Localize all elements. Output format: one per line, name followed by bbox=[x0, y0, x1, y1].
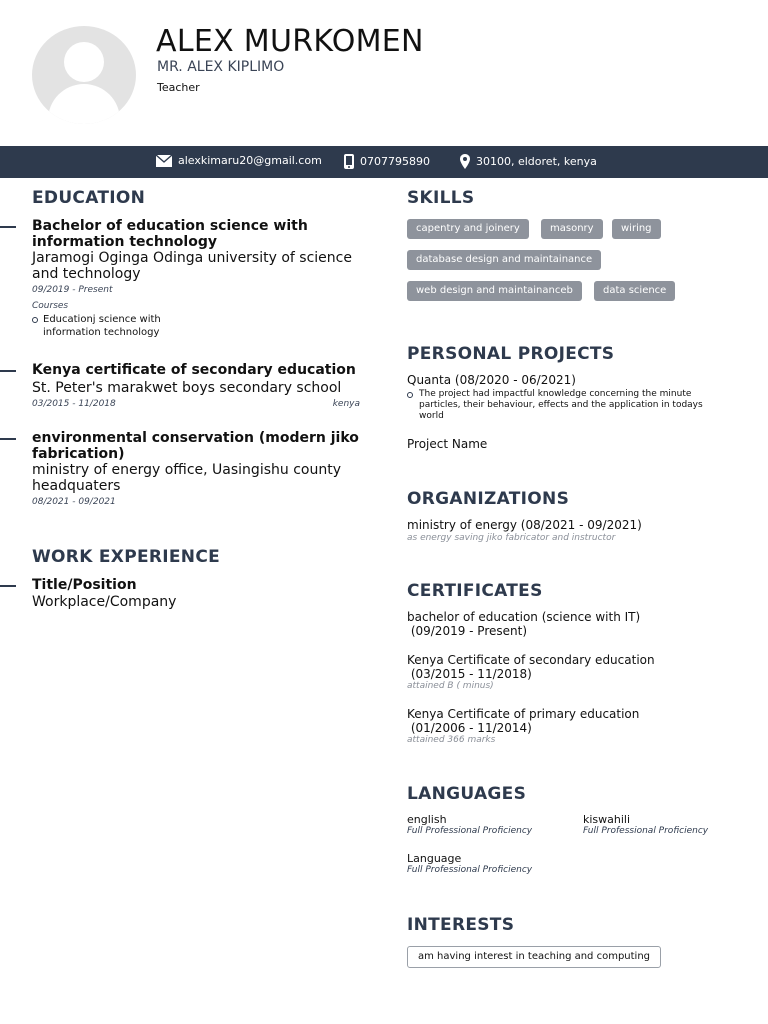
language-level: Full Professional Proficiency bbox=[407, 865, 533, 875]
organization-name: ministry of energy (08/2021 - 09/2021) bbox=[407, 518, 642, 532]
certificate-line-2: (03/2015 - 11/2018) bbox=[407, 667, 532, 681]
degree-line-2: information technology bbox=[32, 234, 217, 250]
course-line-2: information technology bbox=[43, 327, 160, 338]
education-dates: 08/2021 - 09/2021 bbox=[32, 497, 116, 507]
work-position: Title/Position bbox=[32, 577, 137, 593]
skill-tag: database design and maintainance bbox=[407, 250, 601, 270]
degree-line-1: Bachelor of education science with bbox=[32, 218, 308, 234]
education-dates: 03/2015 - 11/2018 bbox=[32, 399, 116, 409]
language-name: Language bbox=[407, 852, 462, 865]
education-item bbox=[32, 218, 372, 339]
project-description bbox=[407, 389, 727, 422]
skill-tag: wiring bbox=[612, 219, 661, 239]
language-name: english bbox=[407, 813, 447, 826]
interests-title: INTERESTS bbox=[407, 915, 515, 935]
certificate-item bbox=[407, 610, 640, 638]
project-desc-line-3: world bbox=[419, 411, 444, 421]
skills-title: SKILLS bbox=[407, 188, 475, 208]
project-desc-line-1: The project had impactful knowledge concerning the minute bbox=[419, 389, 692, 399]
contact-email[interactable] bbox=[156, 154, 322, 167]
contact-address bbox=[460, 154, 597, 169]
education-item-marker bbox=[0, 370, 16, 372]
certificate-line-1: Kenya Certificate of primary education bbox=[407, 707, 640, 721]
contact-bar bbox=[0, 146, 768, 178]
language-level: Full Professional Proficiency bbox=[407, 826, 533, 836]
project-name: Quanta (08/2020 - 06/2021) bbox=[407, 373, 576, 387]
language-level: Full Professional Proficiency bbox=[583, 826, 709, 836]
work-item-marker bbox=[0, 585, 16, 587]
education-title: EDUCATION bbox=[32, 188, 146, 208]
work-experience-title: WORK EXPERIENCE bbox=[32, 547, 221, 567]
address-text: 30100, eldoret, kenya bbox=[476, 155, 597, 168]
certificates-title: CERTIFICATES bbox=[407, 581, 543, 601]
degree: Kenya certificate of secondary education bbox=[32, 362, 356, 378]
language-item bbox=[407, 813, 532, 836]
courses-label: Courses bbox=[32, 301, 69, 311]
projects-title: PERSONAL PROJECTS bbox=[407, 344, 615, 364]
certificate-item bbox=[407, 707, 639, 745]
envelope-icon bbox=[156, 155, 172, 167]
work-company: Workplace/Company bbox=[32, 594, 177, 610]
school: St. Peter's marakwet boys secondary school bbox=[32, 380, 342, 396]
education-item bbox=[32, 430, 372, 507]
skill-tag: capentry and joinery bbox=[407, 219, 529, 239]
school-line-2: headquaters bbox=[32, 478, 121, 494]
skill-tag: web design and maintainanceb bbox=[407, 281, 582, 301]
certificate-line-1: bachelor of education (science with IT) bbox=[407, 610, 641, 624]
phone-icon bbox=[344, 154, 354, 169]
bullet-icon bbox=[32, 317, 38, 323]
avatar bbox=[32, 26, 136, 124]
sub-name: MR. ALEX KIPLIMO bbox=[157, 59, 285, 75]
certificate-line-2: (09/2019 - Present) bbox=[407, 624, 528, 638]
contact-phone[interactable] bbox=[344, 154, 430, 169]
school-line-1: Jaramogi Oginga Odinga university of science bbox=[32, 250, 352, 266]
certificate-note: attained B ( minus) bbox=[407, 681, 494, 691]
interest-tag: am having interest in teaching and computing bbox=[407, 946, 661, 968]
education-item bbox=[32, 362, 360, 411]
education-item-marker bbox=[0, 438, 16, 440]
work-item bbox=[32, 577, 176, 610]
course-line-1: Educationj science with bbox=[43, 314, 161, 325]
degree-line-2: fabrication) bbox=[32, 446, 125, 462]
course-item bbox=[32, 313, 372, 339]
avatar-head-icon bbox=[64, 42, 104, 82]
email-text: alexkimaru20@gmail.com bbox=[178, 154, 322, 167]
project-desc-line-2: particles, their behaviour, effects and the application in todays bbox=[419, 400, 703, 410]
language-item bbox=[407, 852, 532, 875]
certificate-line-2: (01/2006 - 11/2014) bbox=[407, 721, 532, 735]
language-name: kiswahili bbox=[583, 813, 631, 826]
education-dates: 09/2019 - Present bbox=[32, 285, 113, 295]
degree-line-1: environmental conservation (modern jiko bbox=[32, 430, 359, 446]
education-item-marker bbox=[0, 226, 16, 228]
phone-text: 0707795890 bbox=[360, 155, 430, 168]
languages-title: LANGUAGES bbox=[407, 784, 527, 804]
full-name: ALEX MURKOMEN bbox=[156, 24, 424, 59]
organization-role: as energy saving jiko fabricator and instructor bbox=[407, 533, 616, 543]
skill-tag: data science bbox=[594, 281, 675, 301]
project-name: Project Name bbox=[407, 437, 488, 451]
certificate-note: attained 366 marks bbox=[407, 735, 496, 745]
skill-tag: masonry bbox=[541, 219, 603, 239]
job-role: Teacher bbox=[157, 81, 200, 94]
bullet-icon bbox=[407, 392, 413, 398]
school-line-2: and technology bbox=[32, 266, 141, 282]
location-pin-icon bbox=[460, 154, 470, 169]
avatar-body-icon bbox=[48, 84, 120, 124]
education-location: kenya bbox=[332, 399, 360, 409]
certificate-item bbox=[407, 653, 655, 691]
language-item bbox=[583, 813, 708, 836]
organizations-title: ORGANIZATIONS bbox=[407, 489, 570, 509]
school-line-1: ministry of energy office, Uasingishu county bbox=[32, 462, 341, 478]
project-item bbox=[407, 373, 727, 422]
certificate-line-1: Kenya Certificate of secondary education bbox=[407, 653, 655, 667]
